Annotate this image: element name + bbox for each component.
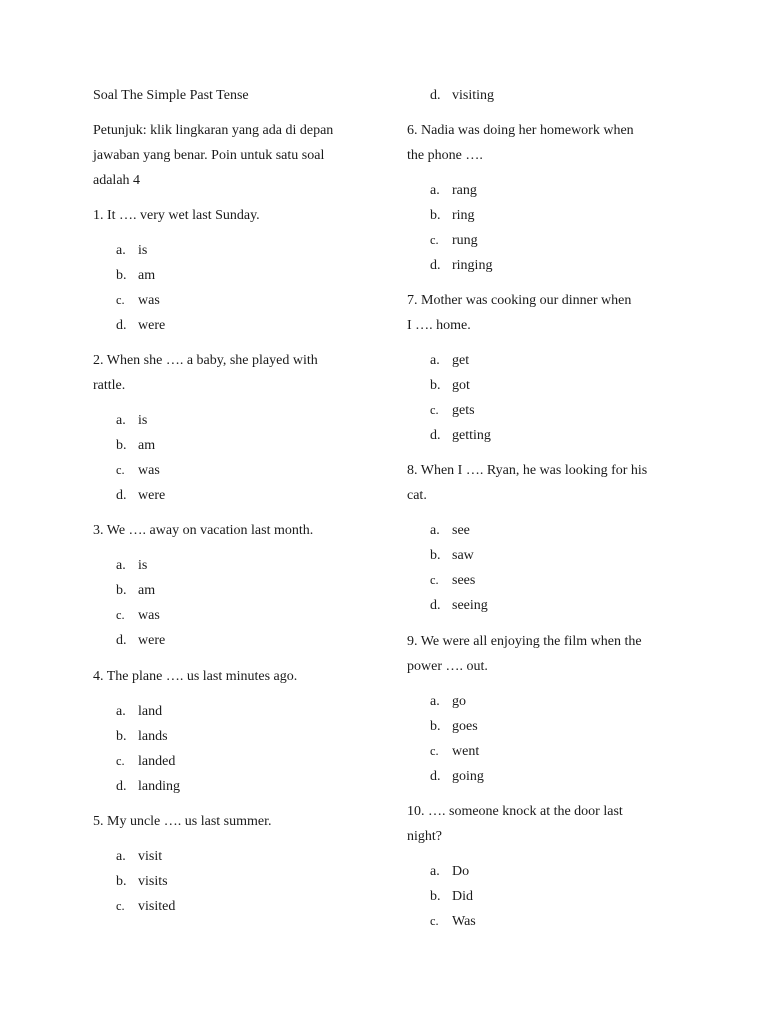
answer-option[interactable] (430, 718, 478, 736)
question-10-text: 10. …. someone knock at the door last (407, 804, 623, 819)
option-letter: b. (430, 548, 441, 563)
question-6-text: the phone …. (407, 148, 483, 163)
option-letter: c. (116, 463, 125, 477)
option-letter: c. (430, 403, 439, 417)
answer-option[interactable] (116, 728, 168, 746)
answer-option[interactable] (430, 693, 466, 711)
option-letter: b. (116, 583, 127, 598)
option-text: Did (452, 889, 473, 904)
option-text: is (138, 243, 148, 258)
option-text: ringing (452, 258, 493, 273)
instructions-line: jawaban yang benar. Poin untuk satu soal (93, 148, 325, 163)
option-letter: a. (116, 704, 126, 719)
option-letter: b. (430, 208, 441, 223)
option-text: ring (452, 208, 475, 223)
answer-option[interactable] (116, 462, 160, 480)
option-text: is (138, 558, 148, 573)
question-4-text: 4. The plane …. us last minutes ago. (93, 669, 298, 684)
question-1-text: 1. It …. very wet last Sunday. (93, 208, 260, 223)
option-letter: d. (430, 258, 441, 273)
answer-option[interactable] (430, 232, 478, 250)
option-text: rung (452, 233, 478, 248)
option-text: saw (452, 548, 474, 563)
instructions-line: Petunjuk: klik lingkaran yang ada di depan (93, 123, 334, 138)
instructions-line: adalah 4 (93, 173, 141, 188)
option-text: was (138, 463, 160, 478)
option-text: am (138, 268, 156, 283)
option-letter: b. (430, 719, 441, 734)
option-letter: b. (116, 874, 127, 889)
option-text: visiting (452, 88, 495, 103)
answer-option[interactable] (430, 547, 474, 565)
option-text: is (138, 413, 148, 428)
option-letter: d. (430, 598, 441, 613)
option-letter: c. (116, 899, 125, 913)
option-letter: c. (116, 293, 125, 307)
option-letter: d. (116, 779, 127, 794)
option-letter: c. (430, 233, 439, 247)
answer-option[interactable] (116, 412, 147, 430)
answer-option[interactable] (430, 352, 469, 370)
option-text: lands (138, 729, 168, 744)
option-text: were (138, 488, 166, 503)
page-title: Soal The Simple Past Tense (93, 88, 249, 103)
option-letter: a. (116, 243, 126, 258)
option-letter: d. (116, 633, 127, 648)
answer-option[interactable] (430, 888, 473, 906)
option-text: visited (138, 899, 176, 914)
option-text: gets (452, 403, 475, 418)
answer-option[interactable] (116, 557, 147, 575)
option-letter: d. (116, 318, 127, 333)
option-text: visit (138, 849, 163, 864)
option-letter: b. (430, 378, 441, 393)
answer-option[interactable] (116, 582, 155, 600)
option-text: am (138, 438, 156, 453)
option-text: landed (138, 754, 176, 769)
option-text: am (138, 583, 156, 598)
option-letter: a. (430, 864, 440, 879)
answer-option[interactable] (430, 257, 492, 275)
answer-option[interactable] (116, 753, 175, 771)
option-text: went (452, 744, 480, 759)
answer-option[interactable] (116, 292, 160, 310)
option-text: sees (452, 573, 476, 588)
answer-option[interactable] (430, 182, 477, 200)
question-10-text: night? (407, 829, 442, 844)
question-6-text: 6. Nadia was doing her homework when (407, 123, 634, 138)
answer-option[interactable] (116, 873, 168, 891)
answer-option[interactable] (430, 572, 475, 590)
question-7-text: 7. Mother was cooking our dinner when (407, 293, 632, 308)
option-text: see (452, 523, 470, 538)
answer-option[interactable] (430, 377, 470, 395)
option-letter: b. (116, 268, 127, 283)
option-letter: b. (116, 438, 127, 453)
option-letter: b. (116, 729, 127, 744)
option-letter: b. (430, 889, 441, 904)
question-5-text: 5. My uncle …. us last summer. (93, 814, 272, 829)
answer-option[interactable] (116, 267, 155, 285)
option-text: landing (138, 779, 180, 794)
option-letter: d. (116, 488, 127, 503)
option-letter: c. (430, 573, 439, 587)
option-text: seeing (452, 598, 488, 613)
option-letter: c. (430, 914, 439, 928)
option-letter: c. (116, 754, 125, 768)
option-text: visits (138, 874, 168, 889)
option-text: Was (452, 914, 476, 929)
answer-option[interactable] (430, 427, 491, 445)
question-3-text: 3. We …. away on vacation last month. (93, 523, 314, 538)
answer-option[interactable] (116, 437, 155, 455)
answer-option[interactable] (430, 402, 475, 420)
answer-option[interactable] (116, 898, 175, 916)
option-letter: a. (116, 849, 126, 864)
question-2-text: rattle. (93, 378, 126, 393)
answer-option[interactable] (430, 913, 476, 931)
option-letter: a. (430, 353, 440, 368)
answer-option[interactable] (430, 768, 484, 786)
option-letter: a. (116, 413, 126, 428)
answer-option[interactable] (116, 848, 162, 866)
question-8-text: 8. When I …. Ryan, he was looking for his (407, 463, 648, 478)
option-text: get (452, 353, 470, 368)
option-letter: d. (430, 428, 441, 443)
question-8-text: cat. (407, 488, 427, 503)
question-9-text: 9. We were all enjoying the film when the (407, 634, 642, 649)
option-letter: a. (430, 694, 440, 709)
answer-option[interactable] (430, 743, 479, 761)
option-letter: a. (430, 523, 440, 538)
option-text: Do (452, 864, 470, 879)
option-letter: a. (116, 558, 126, 573)
option-letter: d. (430, 88, 441, 103)
answer-option[interactable] (430, 597, 488, 615)
option-text: going (452, 769, 484, 784)
option-letter: a. (430, 183, 440, 198)
option-text: goes (452, 719, 478, 734)
answer-option[interactable] (116, 317, 165, 335)
option-text: was (138, 608, 160, 623)
option-text: was (138, 293, 160, 308)
answer-option[interactable] (116, 703, 162, 721)
option-text: land (138, 704, 163, 719)
option-letter: c. (430, 744, 439, 758)
question-9-text: power …. out. (407, 659, 488, 674)
option-letter: d. (430, 769, 441, 784)
answer-option[interactable] (430, 863, 469, 881)
answer-option[interactable] (116, 632, 165, 650)
answer-option[interactable] (430, 207, 475, 225)
option-text: rang (452, 183, 477, 198)
option-text: got (452, 378, 470, 393)
option-text: were (138, 318, 166, 333)
answer-option[interactable] (116, 242, 147, 260)
question-2-text: 2. When she …. a baby, she played with (93, 353, 318, 368)
answer-option[interactable] (116, 487, 165, 505)
option-text: were (138, 633, 166, 648)
option-text: getting (452, 428, 491, 443)
option-letter: c. (116, 608, 125, 622)
answer-option[interactable] (430, 522, 470, 540)
answer-option[interactable] (116, 607, 160, 625)
answer-option[interactable] (430, 87, 494, 105)
question-7-text: I …. home. (407, 318, 471, 333)
option-text: go (452, 694, 466, 709)
answer-option[interactable] (116, 778, 180, 796)
